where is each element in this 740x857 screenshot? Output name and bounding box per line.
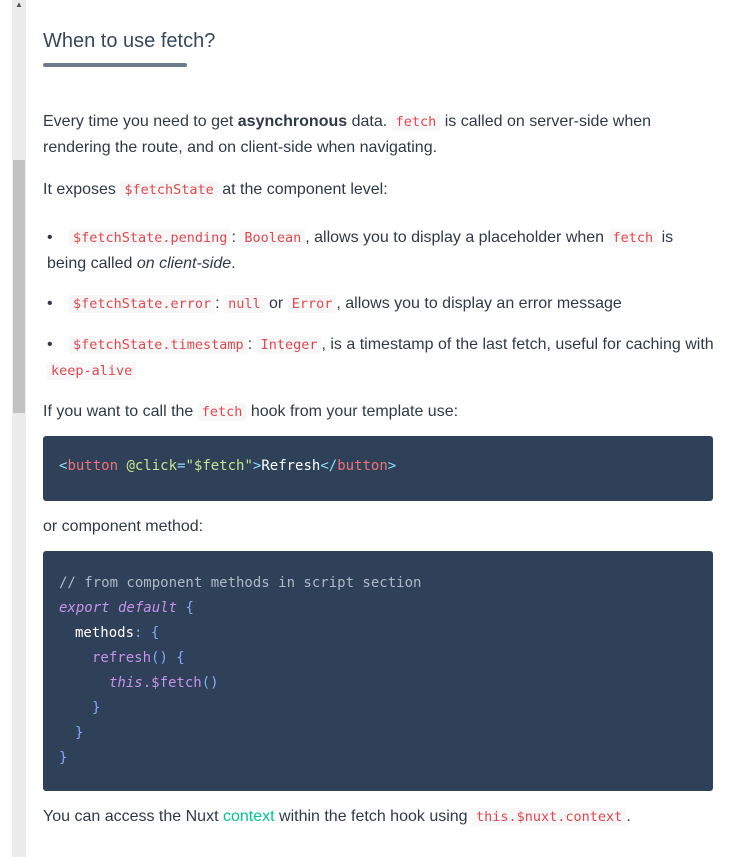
text: , is a timestamp of the last fetch, useful for caching with: [321, 336, 714, 353]
bullet-icon: •: [47, 336, 53, 353]
text: , allows you to display an error message: [336, 295, 622, 312]
code-token: : {: [134, 625, 160, 641]
code-token: () {: [151, 650, 185, 666]
code-token: }: [59, 750, 68, 766]
code-token: refresh: [92, 650, 152, 666]
intro-paragraph: [43, 109, 713, 160]
code-token: button: [337, 458, 388, 474]
text: .: [231, 255, 236, 272]
code-token: button: [67, 458, 119, 474]
code-token: "$fetch": [185, 458, 253, 474]
method-paragraph: or component method:: [43, 518, 204, 535]
heading-underline: [43, 63, 187, 67]
code-token: methods: [75, 625, 135, 641]
inline-code: fetch: [198, 403, 247, 421]
bullet-icon: •: [47, 229, 53, 246]
context-link[interactable]: context: [222, 808, 275, 825]
text: or: [264, 295, 288, 312]
context-paragraph: [43, 804, 713, 830]
code-token: // from component methods in script section: [59, 575, 422, 591]
exposes-paragraph: [43, 177, 713, 203]
inline-code: Error: [288, 295, 337, 313]
code-token: >: [252, 458, 262, 474]
text: :: [215, 295, 225, 312]
inline-code: fetch: [609, 229, 658, 247]
inline-code: $fetchState.timestamp: [69, 336, 248, 354]
inline-code: this.$nuxt.context: [472, 808, 626, 826]
list-item: [47, 291, 715, 317]
code-token: {: [177, 600, 194, 616]
template-paragraph: [43, 399, 713, 425]
code-token: =: [177, 458, 186, 474]
text: is being called: [47, 229, 674, 272]
scrollbar-track[interactable]: [12, 0, 26, 857]
bullet-icon: •: [47, 295, 53, 312]
scrollbar[interactable]: [0, 0, 27, 857]
text: hook from your template use:: [246, 403, 459, 420]
list-item: [47, 332, 715, 384]
text: , allows you to display a placeholder when: [305, 229, 609, 246]
emphasis-text: on client-side: [136, 255, 232, 272]
text: is called on server-side when rendering the route, and on client-side when navigating.: [43, 113, 652, 156]
code-line: [59, 458, 396, 474]
method-code-block[interactable]: [43, 551, 713, 791]
text: :: [247, 336, 257, 353]
code-token: }: [92, 700, 101, 716]
text: If you want to call the: [43, 403, 198, 420]
code-line: [92, 696, 100, 721]
code-line: [59, 571, 421, 596]
code-token: </: [320, 458, 338, 474]
code-token: .$fetch: [142, 675, 202, 691]
inline-code: $fetchState.error: [69, 295, 215, 313]
text: data.: [347, 113, 392, 130]
inline-code: Integer: [257, 336, 322, 354]
text: .: [626, 808, 631, 825]
code-token: Refresh: [261, 458, 321, 474]
fetchstate-list: [47, 225, 715, 399]
code-token: @click: [118, 458, 178, 474]
text: :: [231, 229, 241, 246]
text: Every time you need to get: [43, 113, 238, 130]
inline-code: Boolean: [240, 229, 305, 247]
inline-code: null: [224, 295, 265, 313]
code-line: [109, 671, 219, 696]
inline-code: keep-alive: [47, 362, 136, 380]
code-token: (): [201, 675, 219, 691]
code-token: >: [387, 458, 397, 474]
code-line: [92, 646, 185, 671]
scrollbar-thumb[interactable]: [13, 160, 25, 413]
code-line: [75, 621, 159, 646]
bold-text: asynchronous: [237, 113, 348, 130]
text: You can access the Nuxt: [43, 808, 223, 825]
inline-code: $fetchState: [120, 181, 217, 199]
scroll-up-arrow-icon[interactable]: ▲: [15, 0, 23, 9]
list-item: [47, 225, 715, 276]
code-token: }: [75, 725, 84, 741]
code-line: [59, 596, 194, 621]
code-token: export default: [59, 600, 178, 616]
code-token: <: [59, 458, 68, 474]
template-code-block[interactable]: [43, 436, 713, 501]
text: It exposes: [43, 181, 121, 198]
inline-code: $fetchState.pending: [69, 229, 231, 247]
text: at the component level:: [217, 181, 388, 198]
code-line: [75, 721, 83, 746]
code-token: this: [109, 675, 143, 691]
section-heading: When to use fetch?: [43, 30, 216, 52]
text: within the fetch hook using: [274, 808, 473, 825]
code-line: [59, 746, 67, 771]
inline-code: fetch: [392, 113, 441, 131]
